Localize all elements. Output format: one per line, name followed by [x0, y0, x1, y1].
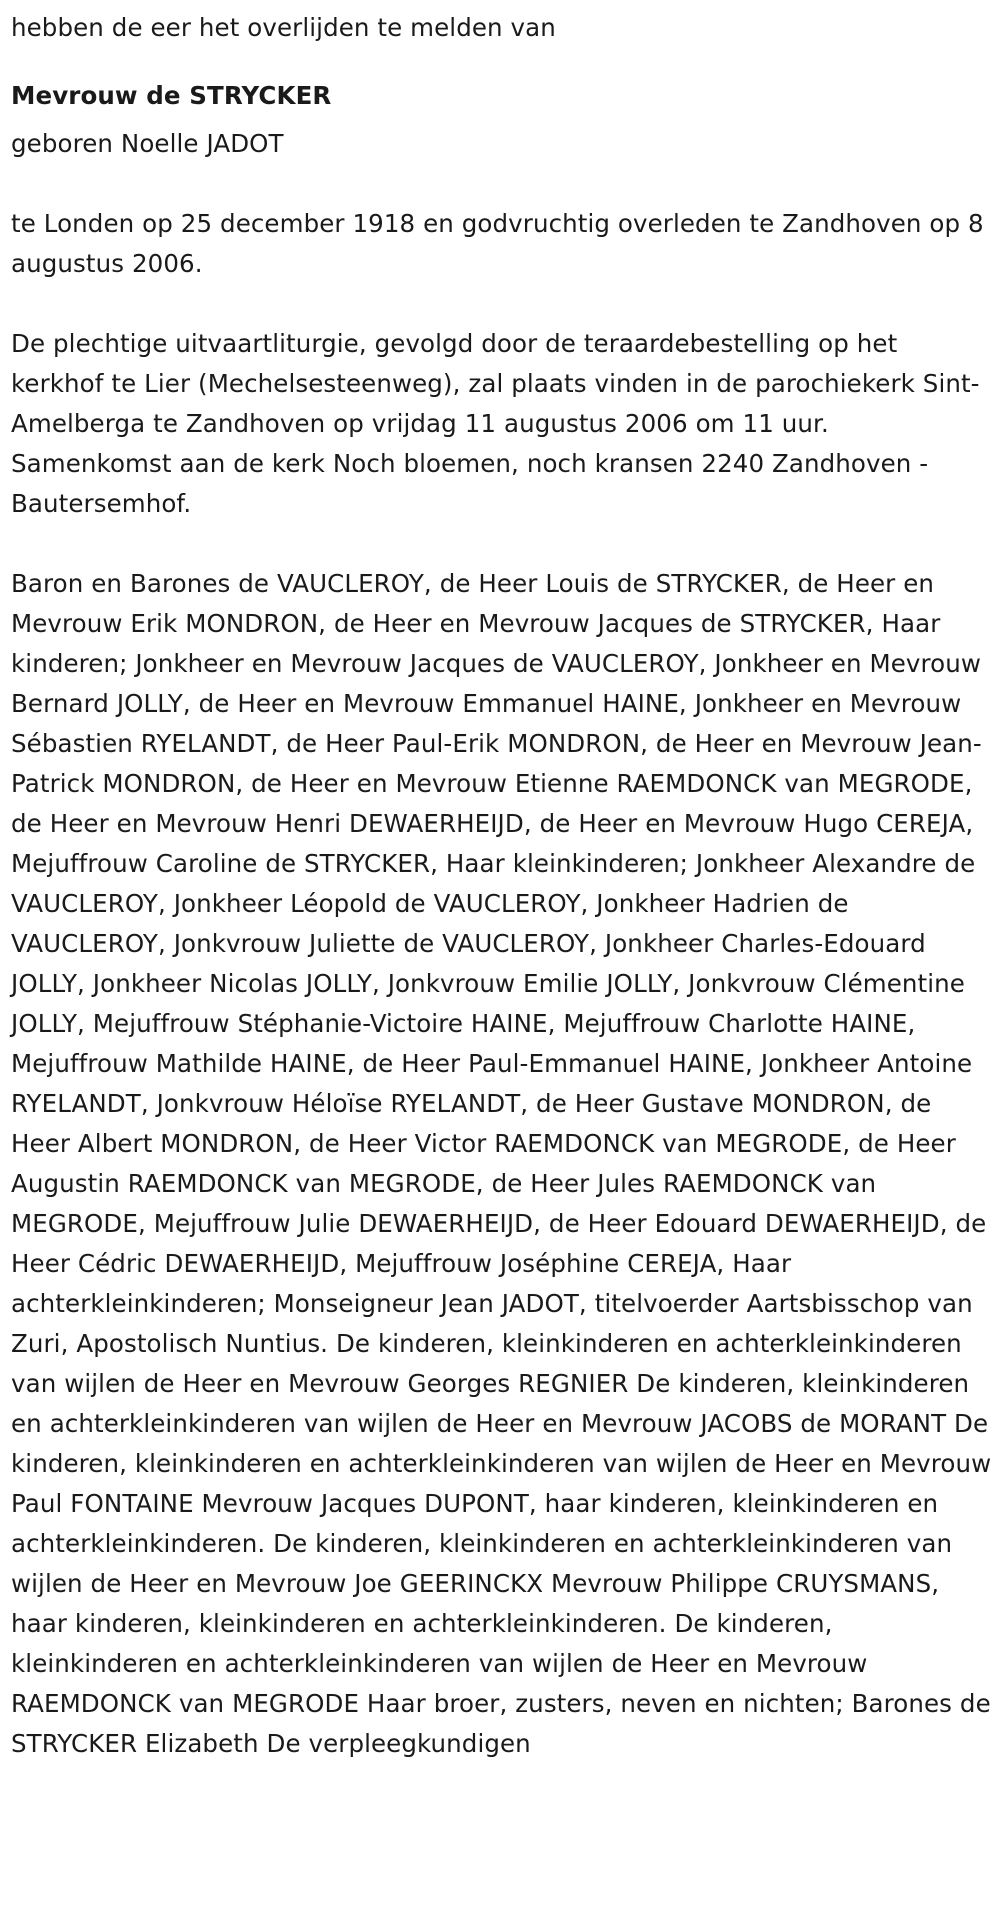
- intro-text: hebben de eer het overlijden te melden van: [11, 13, 556, 42]
- family-paragraph: Baron en Barones de VAUCLEROY, de Heer Louis de STRYCKER, de Heer en Mevrouw Erik MONDRON, de Heer en Mevrouw Jacques de STRYCKER, Haar kinderen; Jonkheer en Mevrouw Jacques de VAUCLEROY, Jonkheer en Mevrouw Bernard JOLLY, de Heer en Mevrouw Emmanuel HAINE, Jonkheer en Mevrouw Sébastien RYELANDT, de Heer Paul-Erik MONDRON, de Heer en Mevrouw Jean-Patrick MONDRON, de Heer en Mevrouw Etienne RAEMDONCK van MEGRODE, de Heer en Mevrouw Henri DEWAERHEIJD, de Heer en Mevrouw Hugo CEREJA, Mejuffrouw Caroline de STRYCKER, Haar kleinkinderen; Jonkheer Alexandre de VAUCLEROY, Jonkheer Léopold de VAUCLEROY, Jonkheer Hadrien de VAUCLEROY, Jonkvrouw Juliette de VAUCLEROY, Jonkheer Charles-Edouard JOLLY, Jonkheer Nicolas JOLLY, Jonkvrouw Emilie JOLLY, Jonkvrouw Clémentine JOLLY, Mejuffrouw Stéphanie-Victoire HAINE, Mejuffrouw Charlotte HAINE, Mejuffrouw Mathilde HAINE, de Heer Paul-Emmanuel HAINE, Jonkheer Antoine RYELANDT, Jonkvrouw Héloïse RYELANDT, de Heer Gustave MONDRON, de Heer Albert MONDRON, de Heer Victor RAEMDONCK van MEGRODE, de Heer Augustin RAEMDONCK van MEGRODE, de Heer Jules RAEMDONCK van MEGRODE, Mejuffrouw Julie DEWAERHEIJD, de Heer Edouard DEWAERHEIJD, de Heer Cédric DEWAERHEIJD, Mejuffrouw Joséphine CEREJA, Haar achterkleinkinderen; Monseigneur Jean JADOT, titelvoerder Aartsbisschop van Zuri, Apostolisch Nuntius. De kinderen, kleinkinderen en achterkleinkinderen van wijlen de Heer en Mevrouw Georges REGNIER De kinderen, kleinkinderen en achterkleinkinderen van wijlen de Heer en Mevrouw JACOBS de MORANT De kinderen, kleinkinderen en achterkleinkinderen van wijlen de Heer en Mevrouw Paul FONTAINE Mevrouw Jacques DUPONT, haar kinderen, kleinkinderen en achterkleinkinderen. De kinderen, kleinkinderen en achterkleinkinderen van wijlen de Heer en Mevrouw Joe GEERINCKX Mevrouw Philippe CRUYSMANS, haar kinderen, kleinkinderen en achterkleinkinderen. De kinderen, kleinkinderen en achterkleinkinderen van wijlen de Heer en Mevrouw RAEMDONCK van MEGRODE Haar broer, zusters, neven en nichten; Barones de STRYCKER Elizabeth De verpleegkundigen: [11, 569, 992, 1758]
- birth-name: geboren Noelle JADOT: [11, 129, 284, 158]
- obituary-notice: [11, 8, 996, 1764]
- funeral-paragraph: De plechtige uitvaartliturgie, gevolgd door de teraardebestelling op het kerkhof te Lier (Mechelsesteenweg), zal plaats vinden in de parochiekerk Sint-Amelberga te Zandhoven op vrijdag 11 augustus 2006 om 11 uur. Samenkomst aan de kerk Noch bloemen, noch kransen 2240 Zandhoven - Bautersemhof.: [11, 329, 980, 518]
- birth-death-paragraph: te Londen op 25 december 1918 en godvruchtig overleden te Zandhoven op 8 augustus 2006.: [11, 209, 984, 278]
- deceased-name: Mevrouw de STRYCKER: [11, 81, 332, 110]
